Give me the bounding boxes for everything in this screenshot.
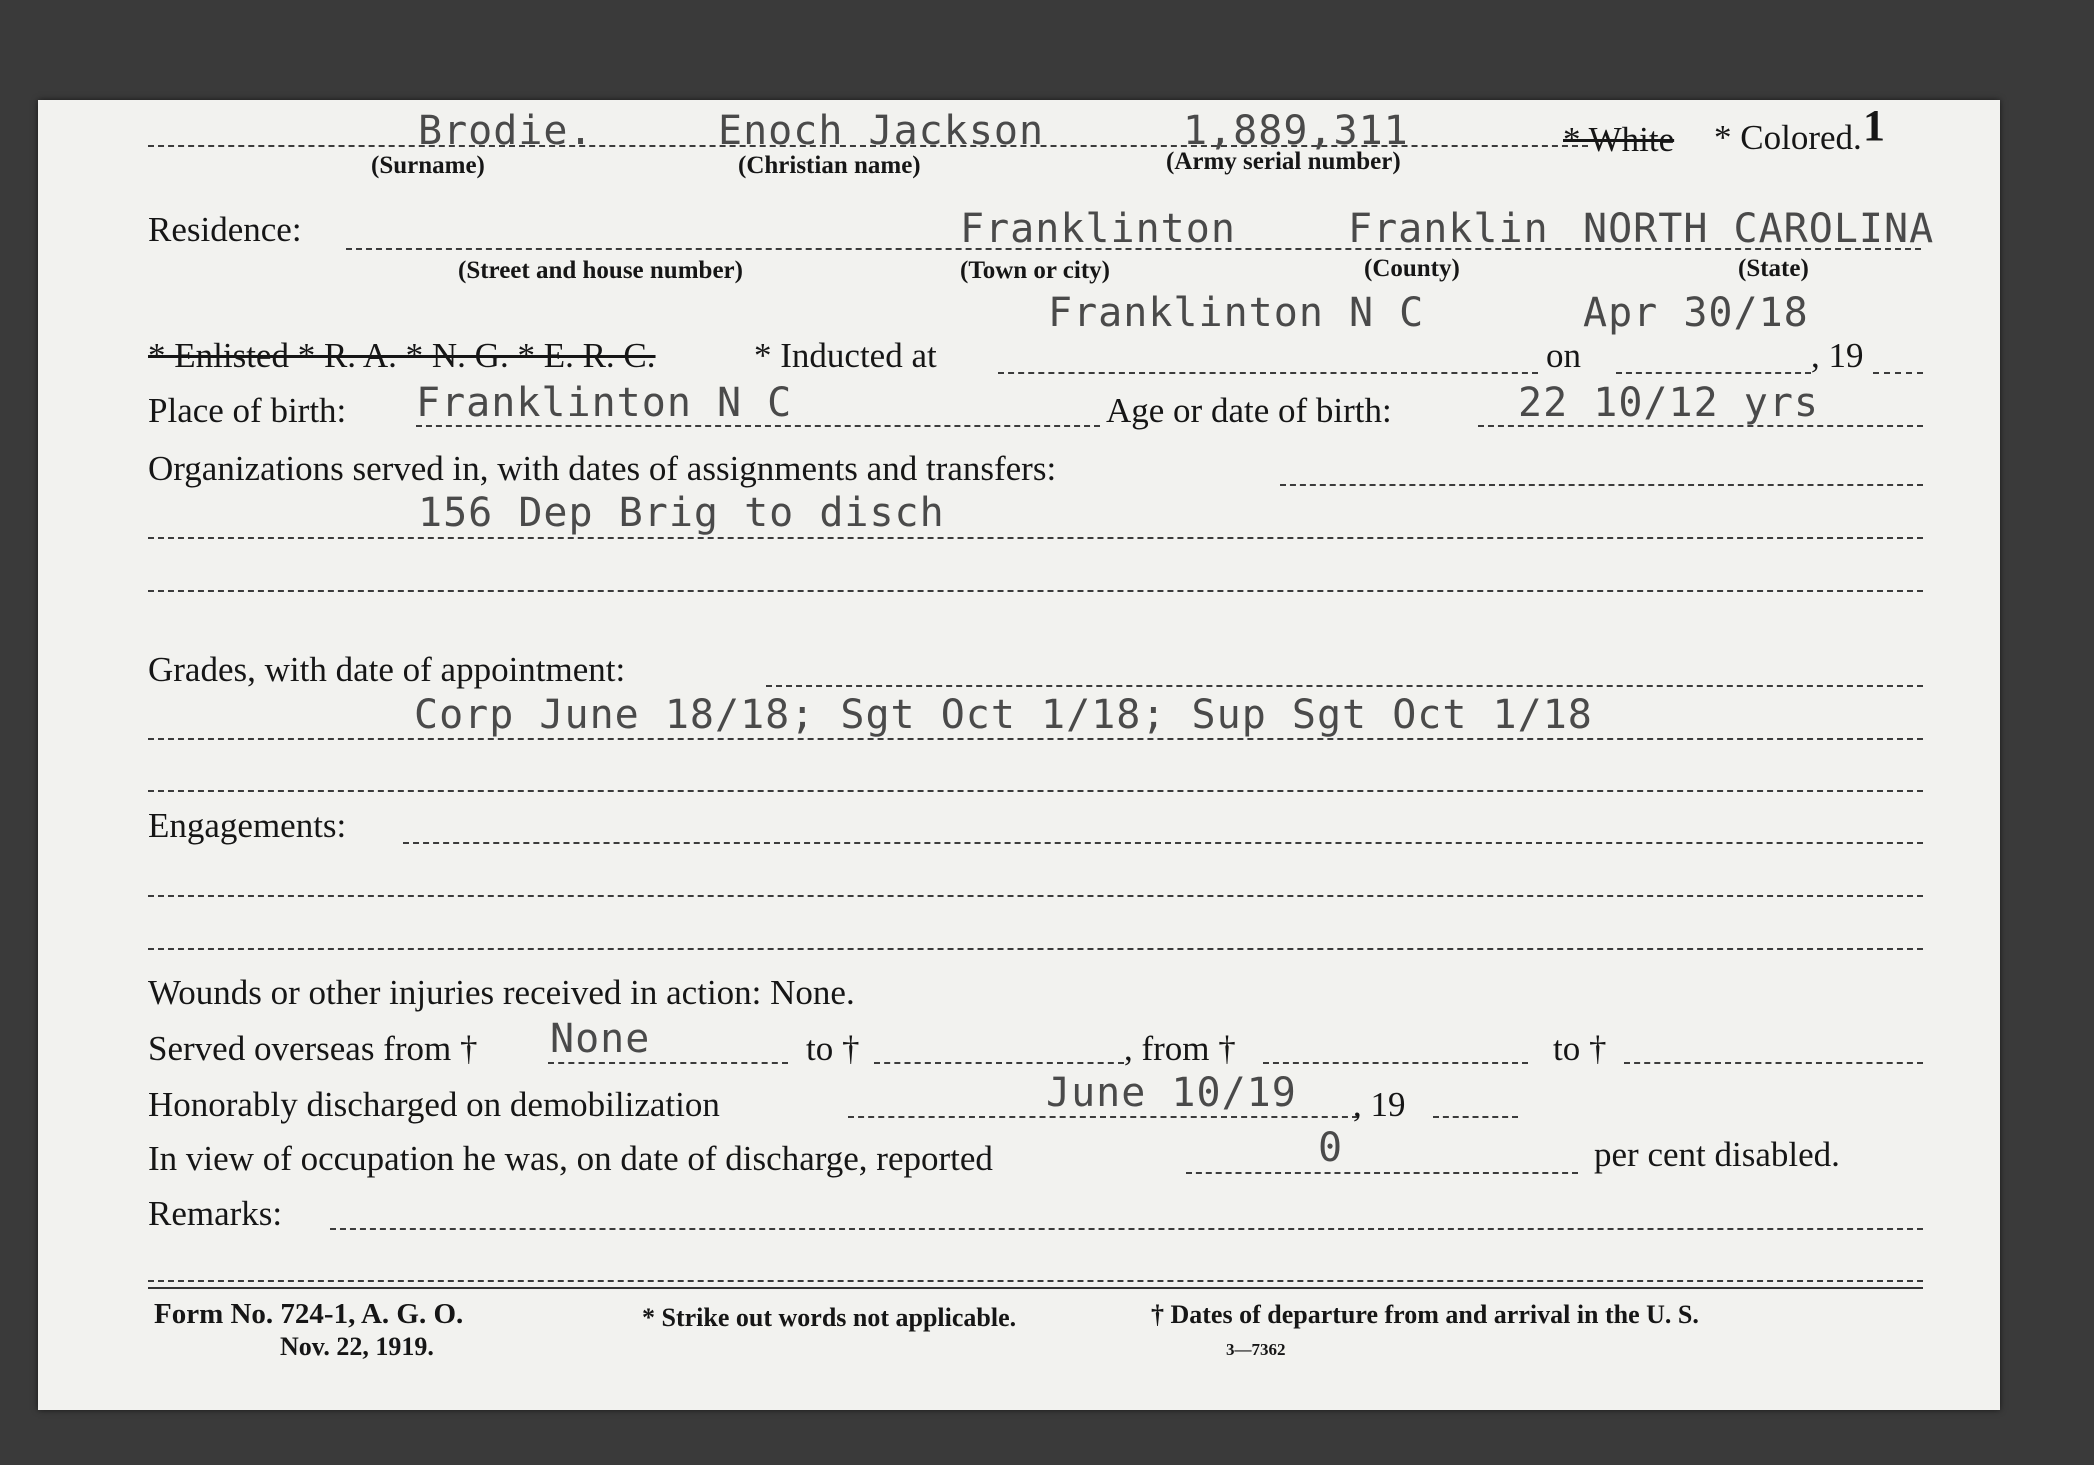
- strike-note: * Strike out words not applicable.: [642, 1303, 1017, 1332]
- organizations-value: 156 Dep Brig to disch: [418, 490, 945, 536]
- age-value: 22 10/12 yrs: [1518, 380, 1819, 426]
- form-number: Form No. 724-1, A. G. O.: [154, 1298, 464, 1330]
- race-white: * White: [1563, 120, 1675, 159]
- county-caption: (County): [1364, 255, 1460, 282]
- remarks-line-2: [148, 1280, 1923, 1282]
- age-line: [1478, 425, 1923, 427]
- christian-name-value: Enoch Jackson: [718, 108, 1045, 154]
- remarks-label: Remarks:: [148, 1194, 283, 1233]
- overseas-from-line: [548, 1062, 788, 1064]
- overseas-from-value: None: [550, 1016, 651, 1062]
- organizations-label: Organizations served in, with dates of assignments and transfers:: [148, 449, 1057, 488]
- service-record-card: [38, 100, 2000, 1410]
- birthplace-line: [416, 425, 1100, 427]
- county-value: Franklin: [1348, 206, 1549, 252]
- birthplace-value: Franklinton N C: [416, 380, 793, 426]
- overseas-to-label: to †: [806, 1029, 860, 1068]
- residence-label: Residence:: [148, 210, 302, 249]
- birthplace-label: Place of birth:: [148, 391, 347, 430]
- form-date: Nov. 22, 1919.: [280, 1332, 434, 1361]
- age-label: Age or date of birth:: [1106, 391, 1392, 430]
- surname-value: Brodie.: [418, 108, 594, 154]
- discharge-date-line: [848, 1116, 1358, 1118]
- state-value: NORTH CAROLINA: [1583, 206, 1935, 252]
- surname-caption: (Surname): [371, 152, 485, 179]
- overseas-to-line: [874, 1062, 1124, 1064]
- dates-note: † Dates of departure from and arrival in the U. S.: [1151, 1300, 1699, 1329]
- disability-value: 0: [1318, 1125, 1344, 1171]
- discharge-year: , 19: [1353, 1085, 1406, 1124]
- overseas-from-label-2: , from †: [1124, 1029, 1236, 1068]
- remarks-line-1: [330, 1228, 1923, 1230]
- christian-name-caption: (Christian name): [738, 152, 921, 179]
- discharge-date-value: June 10/19: [1046, 1070, 1297, 1116]
- grades-value: Corp June 18/18; Sgt Oct 1/18; Sup Sgt Oct 1/18: [414, 692, 1593, 738]
- disability-suffix: per cent disabled.: [1594, 1135, 1840, 1174]
- organizations-line-2: [148, 537, 1923, 539]
- disability-label: In view of occupation he was, on date of discharge, reported: [148, 1139, 993, 1178]
- overseas-to-label-2: to †: [1553, 1029, 1607, 1068]
- year-line: [1873, 372, 1923, 374]
- print-code: 3—7362: [1226, 1340, 1286, 1359]
- grades-line-1: [766, 685, 1923, 687]
- state-caption: (State): [1738, 255, 1809, 282]
- discharge-label: Honorably discharged on demobilization: [148, 1085, 720, 1124]
- on-label: on: [1546, 336, 1581, 375]
- engagements-line-3: [148, 948, 1923, 950]
- organizations-line-1: [1280, 484, 1923, 486]
- organizations-line-3: [148, 590, 1923, 592]
- overseas-from-line-2: [1263, 1062, 1528, 1064]
- engagements-label: Engagements:: [148, 806, 347, 845]
- grades-line-2: [148, 738, 1923, 740]
- discharge-year-line: [1433, 1116, 1518, 1118]
- inducted-place-line: [998, 372, 1538, 374]
- engagements-line-2: [148, 895, 1923, 897]
- overseas-to-line-2: [1624, 1062, 1923, 1064]
- enlisted-options-struck: * Enlisted * R. A. * N. G. * E. R. C.: [148, 336, 656, 375]
- town-value: Franklinton: [960, 206, 1236, 252]
- race-colored: * Colored.: [1714, 118, 1862, 157]
- footer-rule: [148, 1287, 1923, 1289]
- serial-number-caption: (Army serial number): [1166, 148, 1401, 175]
- inducted-place-value: Franklinton N C: [1048, 290, 1425, 336]
- grades-line-3: [148, 790, 1923, 792]
- disability-line: [1186, 1172, 1578, 1174]
- year-prefix: , 19: [1811, 336, 1864, 375]
- inducted-date-value: Apr 30/18: [1583, 290, 1809, 336]
- wounds-label: Wounds or other injuries received in action: None.: [148, 973, 855, 1012]
- serial-number-value: 1,889,311: [1183, 108, 1409, 154]
- grades-label: Grades, with date of appointment:: [148, 650, 626, 689]
- inducted-label: * Inducted at: [754, 336, 937, 375]
- engagements-line-1: [403, 842, 1923, 844]
- overseas-label: Served overseas from †: [148, 1029, 478, 1068]
- town-caption: (Town or city): [960, 257, 1110, 284]
- page-number: 1: [1863, 101, 1885, 150]
- street-caption: (Street and house number): [458, 257, 743, 284]
- inducted-date-line: [1616, 372, 1811, 374]
